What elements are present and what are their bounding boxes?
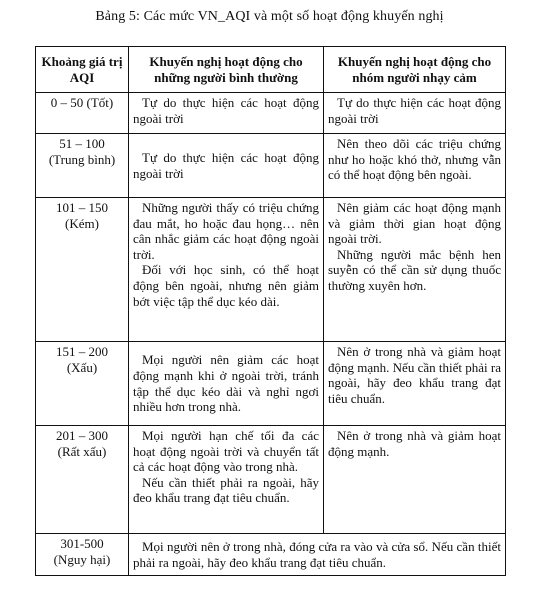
recommendation-text: Những người thấy có triệu chứng đau mắt, ho hoặc đau họng… nên cân nhắc giảm các hoạt động ngoài trời.	[133, 200, 319, 262]
normal-recommendation-cell	[129, 93, 324, 134]
aqi-range-value: 101 – 150	[56, 200, 108, 215]
aqi-level-label: (Kém)	[65, 215, 99, 231]
aqi-range-value: 151 – 200	[56, 344, 108, 359]
normal-recommendation-cell	[129, 426, 324, 534]
sensitive-recommendation-cell	[324, 134, 506, 198]
aqi-range-cell	[36, 534, 129, 576]
aqi-range-value: 51 – 100	[59, 136, 105, 151]
recommendation-text: Nếu cần thiết phải ra ngoài, hãy đeo khẩu trang đạt tiêu chuẩn.	[133, 474, 319, 506]
table-row	[36, 134, 506, 198]
recommendation-text: Tự do thực hiện các hoạt động ngoài trời	[133, 95, 319, 126]
aqi-range-value: 201 – 300	[56, 428, 108, 443]
recommendation-text: Tự do thực hiện các hoạt động ngoài trời	[133, 149, 319, 181]
recommendation-text: Nên giảm các hoạt động mạnh và giảm thời gian hoạt động ngoài trời.	[328, 200, 501, 247]
sensitive-recommendation-cell	[324, 93, 506, 134]
recommendation-text: Nên theo dõi các triệu chứng như ho hoặc khó thở, nhưng vẫn có thể hoạt động bên ngoài.	[328, 136, 501, 183]
table-caption: Bảng 5: Các mức VN_AQI và một số hoạt động khuyến nghị	[95, 9, 444, 24]
table-row	[36, 198, 506, 342]
sensitive-recommendation-cell	[324, 426, 506, 534]
aqi-range-cell	[36, 134, 129, 198]
normal-recommendation-cell	[129, 134, 324, 198]
aqi-range-cell	[36, 198, 129, 342]
aqi-level-label: (Nguy hại)	[53, 551, 111, 567]
aqi-range-cell	[36, 93, 129, 134]
table-row	[36, 426, 506, 534]
header-row	[36, 47, 506, 93]
recommendation-text: Đối với học sinh, có thể hoạt động bên ngoài, nhưng nên giảm bớt việc tập thể dục kéo dài.	[133, 262, 319, 309]
table-row	[36, 534, 506, 576]
recommendation-text: Tự do thực hiện các hoạt động ngoài trời	[328, 95, 501, 126]
recommendation-text: Mọi người nên giảm các hoạt động mạnh khi ở ngoài trời, tránh tập thể dục kéo dài và nghỉ ngơi nhiều hơn trong nhà.	[133, 352, 319, 415]
header-aqi-range: Khoảng giá trị AQI	[36, 47, 129, 93]
recommendation-text: Mọi người nên ở trong nhà, đóng cửa ra vào và cửa sổ. Nếu cần thiết phải ra ngoài, hãy đeo khẩu trang đạt tiêu chuẩn.	[133, 538, 501, 570]
table-row	[36, 342, 506, 426]
header-sensitive-group: Khuyến nghị hoạt động cho nhóm người nhạy cảm	[324, 47, 506, 93]
aqi-range-value: 301-500	[60, 536, 104, 551]
recommendation-text: Nên ở trong nhà và giảm hoạt động mạnh. Nếu cần thiết phải ra ngoài, hãy đeo khẩu trang đạt tiêu chuẩn.	[328, 344, 501, 406]
header-normal-people: Khuyến nghị hoạt động cho những người bình thường	[129, 47, 324, 93]
combined-recommendation-cell	[129, 534, 506, 576]
aqi-range-value: 0 – 50 (Tốt)	[50, 95, 114, 110]
aqi-range-cell	[36, 426, 129, 534]
aqi-level-label: (Xấu)	[66, 359, 98, 375]
recommendation-text: Mọi người hạn chế tối đa các hoạt động ngoài trời và chuyển tất cả các hoạt động vào trong nhà.	[133, 428, 319, 475]
aqi-level-label: (Rất xấu)	[57, 443, 107, 459]
aqi-range-cell	[36, 342, 129, 426]
recommendation-text: Những người mắc bệnh hen suyễn có thể cần sử dụng thuốc thường xuyên hơn.	[328, 246, 501, 293]
recommendation-text: Nên ở trong nhà và giảm hoạt động mạnh.	[328, 428, 501, 459]
table-row	[36, 93, 506, 134]
normal-recommendation-cell	[129, 198, 324, 342]
sensitive-recommendation-cell	[324, 198, 506, 342]
sensitive-recommendation-cell	[324, 342, 506, 426]
aqi-recommendation-table	[35, 46, 506, 576]
aqi-level-label: (Trung bình)	[48, 151, 116, 167]
normal-recommendation-cell	[129, 342, 324, 426]
